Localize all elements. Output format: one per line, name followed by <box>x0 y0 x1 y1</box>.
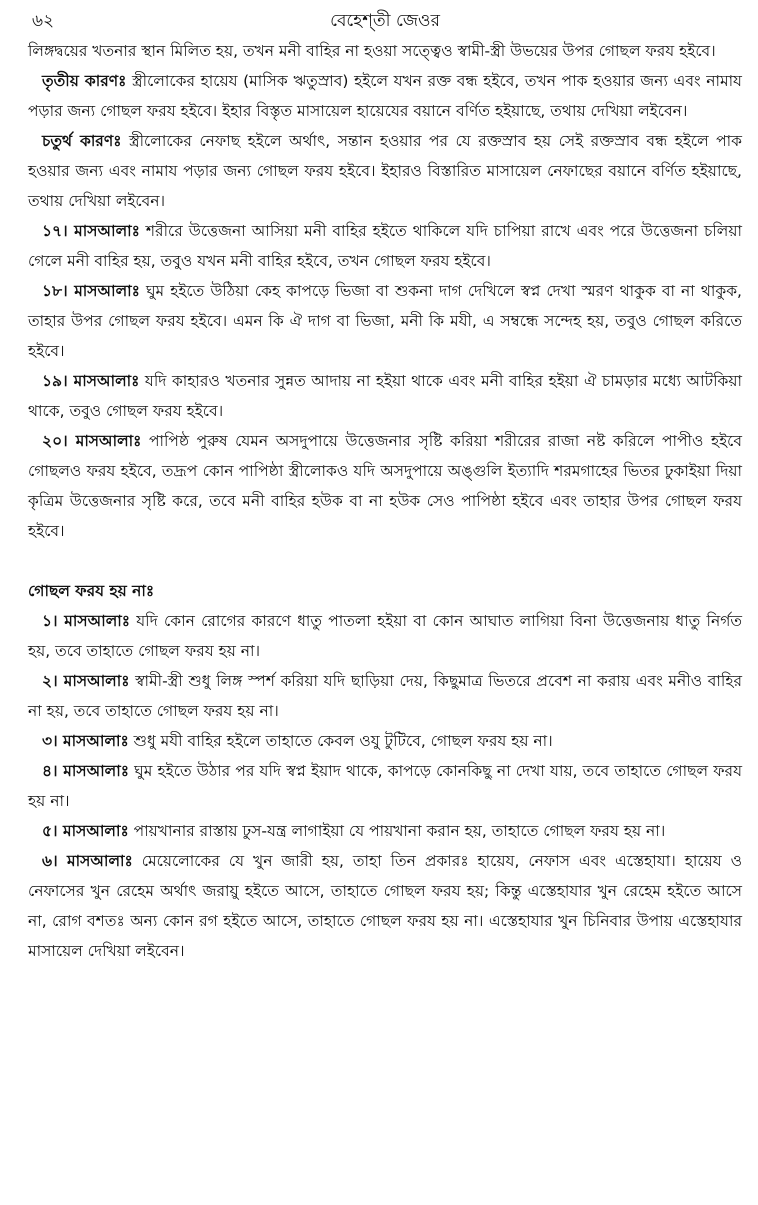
paragraph-text: পাপিষ্ঠ পুরুষ যেমন অসদুপায়ে উত্তেজনার সৃষ্টি করিয়া শরীরের রাজা নষ্ট করিলে পাপীও হইবে গোছলও ফরয হইবে, তদ্রূপ কোন পাপিষ্ঠা স্ত্রীলোকও যদি অসদুপায়ে অঙ্গুলি ইত্যাদি শরমগাহের ভিতর ঢুকাইয়া দিয়া কৃত্রিম উত্তেজনার সৃষ্টি করে, তবে মনী বাহির হউক বা না হউক সেও পাপিষ্ঠা হইবে এবং তাহার উপর গোছল ফরয হইবে। <box>28 432 742 540</box>
page-header <box>28 6 742 36</box>
paragraph-text: লিঙ্গদ্বয়ের খতনার স্থান মিলিত হয়, তখন মনী বাহির না হওয়া সত্ত্বেও স্বামী-স্ত্রী উভয়ের উপর গোছল ফরয হইবে। <box>28 42 716 60</box>
paragraph-masala-19 <box>28 366 742 426</box>
paragraph-text: শুধু মযী বাহির হইলে তাহাতে কেবল ওযু টুটিবে, গোছল ফরয হয় না। <box>128 732 553 750</box>
running-title: বেহেশ্‌তী জেওর <box>330 11 440 31</box>
paragraph-text: শরীরে উত্তেজনা আসিয়া মনী বাহির হইতে থাকিলে যদি চাপিয়া রাখে এবং পরে উত্তেজনা চলিয়া গেলে মনী বাহির হয়, তবুও যখন মনী বাহির হইবে, তখন গোছল ফরয হইবে। <box>28 222 742 270</box>
paragraph-label: চতুর্থ কারণঃ <box>42 132 122 150</box>
paragraph-text: মেয়েলোকের যে খুন জারী হয়, তাহা তিন প্রকারঃ হায়েয, নেফাস এবং এস্তেহাযা। হায়েয ও নেফাসের খুন রেহেম অর্থাৎ জরায়ু হইতে আসে, তাহাতে গোছল ফরয হয়; কিন্তু এস্তেহাযার খুন রেহেম হইতে আসে না, রোগ বশতঃ অন্য কোন রগ হইতে আসে, তাহাতে গোছল ফরয হয় না। এস্তেহাযার খুন চিনিবার উপায় এস্তেহাযার মাসায়েল দেখিয়া লইবেন। <box>28 852 743 960</box>
section-masala-1 <box>28 606 742 666</box>
paragraph-text: যদি কোন রোগের কারণে ধাতু পাতলা হইয়া বা কোন আঘাত লাগিয়া বিনা উত্তেজনায় ধাতু নির্গত হয়, তবে তাহাতে গোছল ফরয হয় না। <box>28 612 742 660</box>
section-gap <box>28 546 742 576</box>
paragraph-masala-18 <box>28 276 742 366</box>
paragraph-text: পায়খানার রাস্তায় ঢুস-যন্ত্র লাগাইয়া যে পায়খানা করান হয়, তাহাতে গোছল ফরয হয় না। <box>128 822 666 840</box>
page-number: ৬২ <box>32 11 55 31</box>
section-masala-3 <box>28 726 742 756</box>
paragraph-label: ১৮। মাসআলাঃ <box>42 282 140 300</box>
paragraph-label: ২। মাসআলাঃ <box>42 672 130 690</box>
paragraph-label: ৬। মাসআলাঃ <box>42 852 133 870</box>
section-heading: গোছল ফরয হয় নাঃ <box>28 582 155 600</box>
paragraph-label: ১৭। মাসআলাঃ <box>42 222 140 240</box>
paragraph-text: স্বামী-স্ত্রী শুধু লিঙ্গ স্পর্শ করিয়া যদি ছাড়িয়া দেয়, কিছুমাত্র ভিতরে প্রবেশ না করায় এবং মনীও বাহির না হয়, তবে তাহাতে গোছল ফরয হয় না। <box>28 672 742 720</box>
paragraph-masala-17 <box>28 216 742 276</box>
section-masala-2 <box>28 666 742 726</box>
paragraph-text: ঘুম হইতে উঠার পর যদি স্বপ্ন ইয়াদ থাকে, কাপড়ে কোনকিছু না দেখা যায়, তবে তাহাতে গোছল ফরয হয় না। <box>28 762 742 810</box>
paragraph-text: যদি কাহারও খতনার সুন্নত আদায় না হইয়া থাকে এবং মনী বাহির হইয়া ঐ চামড়ার মধ্যে আটকিয়া থাকে, তবুও গোছল ফরয হইবে। <box>28 372 742 420</box>
paragraph-masala-20 <box>28 426 742 546</box>
paragraph-label: ৫। মাসআলাঃ <box>42 822 129 840</box>
paragraph-label: তৃতীয় কারণঃ <box>42 72 127 90</box>
paragraph-continued <box>28 36 742 66</box>
paragraph-fourth-cause <box>28 126 742 216</box>
paragraph-label: ৪। মাসআলাঃ <box>42 762 129 780</box>
paragraph-third-cause <box>28 66 742 126</box>
section-masala-5 <box>28 816 742 846</box>
paragraph-text: ঘুম হইতে উঠিয়া কেহ কাপড়ে ভিজা বা শুকনা দাগ দেখিলে স্বপ্ন দেখা স্মরণ থাকুক বা না থাকুক, তাহার উপর গোছল ফরয হইবে। এমন কি ঐ দাগ বা ভিজা, মনী কি মযী, এ সম্বন্ধে সন্দেহ হয়, তবুও গোছল করিতে হইবে। <box>28 282 742 360</box>
paragraph-label: ৩। মাসআলাঃ <box>42 732 129 750</box>
paragraph-text: স্ত্রীলোকের হায়েয (মাসিক ঋতুস্রাব) হইলে যখন রক্ত বন্ধ হইবে, তখন পাক হওয়ার জন্য এবং নামায পড়ার জন্য গোছল ফরয হইবে। ইহার বিস্তৃত মাসায়েল হায়েযের বয়ানে বর্ণিত হইয়াছে, তথায় দেখিয়া লইবেন। <box>28 72 742 120</box>
paragraph-label: ১। মাসআলাঃ <box>42 612 131 630</box>
paragraph-label: ২০। মাসআলাঃ <box>42 432 142 450</box>
paragraph-label: ১৯। মাসআলাঃ <box>42 372 140 390</box>
paragraph-text: স্ত্রীলোকের নেফাছ হইলে অর্থাৎ, সন্তান হওয়ার পর যে রক্তস্রাব হয় সেই রক্তস্রাব বন্ধ হইলে পাক হওয়ার জন্য এবং নামায পড়ার জন্য গোছল ফরয হইবে। ইহারও বিস্তারিত মাসায়েল নেফাছের বয়ানে বর্ণিত হইয়াছে, তথায় দেখিয়া লইবেন। <box>28 132 742 210</box>
section-masala-4 <box>28 756 742 816</box>
section-masala-6 <box>28 846 742 966</box>
